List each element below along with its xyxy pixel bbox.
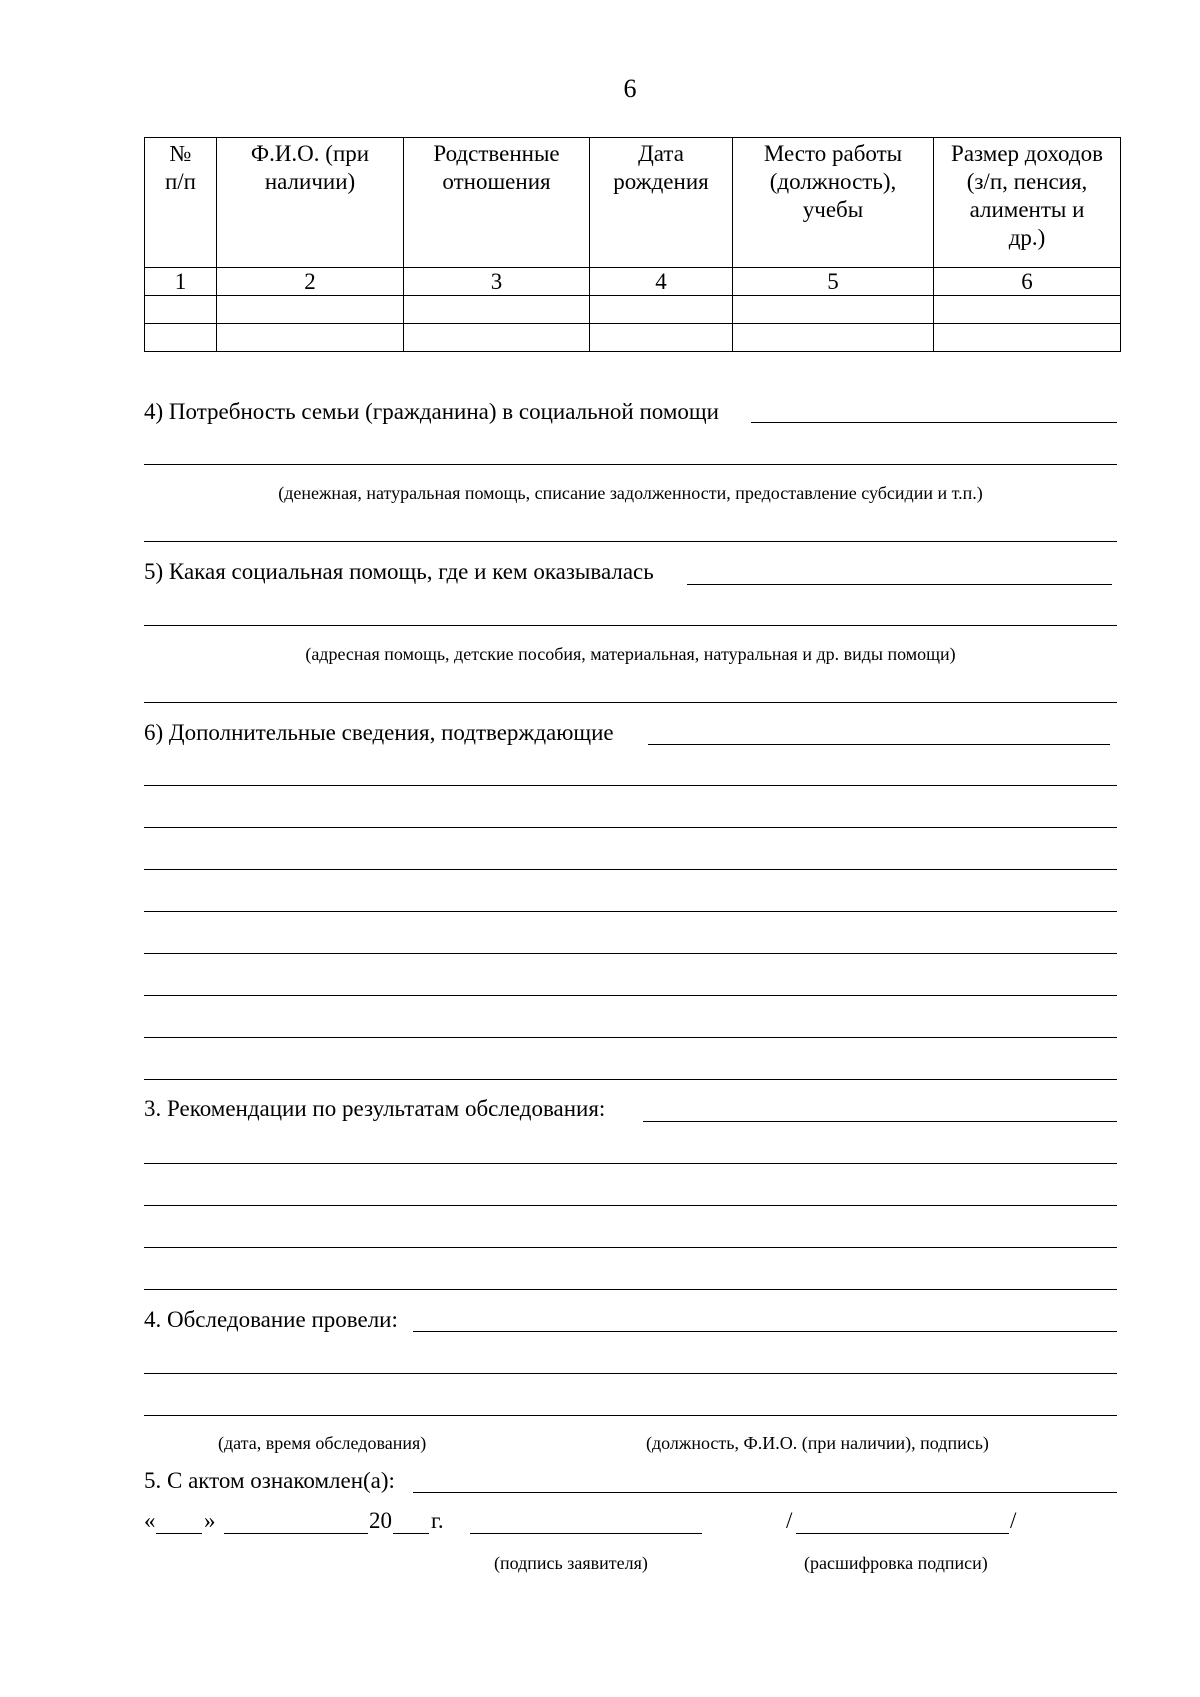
assistance-need-label: 4) Потребность семьи (гражданина) в социальной помощи [144, 399, 719, 424]
table-cell[interactable] [934, 296, 1121, 324]
table-column-numbers-row [145, 268, 1121, 296]
year-prefix: 20 [369, 1508, 392, 1533]
table-header-row [145, 138, 1121, 268]
recommendations-label: 3. Рекомендации по результатам обследования: [144, 1096, 606, 1121]
header-birth-date: Дата рождения [590, 138, 733, 268]
acquainted-field[interactable] [413, 1492, 1117, 1493]
assistance-provided-line[interactable] [144, 702, 1117, 703]
assistance-need-hint: (денежная, натуральная помощь, списание задолженности, предоставление субсидии и т.п.) [278, 483, 983, 503]
table-cell[interactable] [404, 296, 590, 324]
table-cell[interactable] [590, 296, 733, 324]
additional-info-line[interactable] [144, 827, 1117, 828]
table-cell[interactable] [217, 324, 404, 352]
signature-decoding-hint: (расшифровка подписи) [804, 1553, 988, 1573]
table-row [145, 296, 1121, 324]
header-relation: Родственные отношения [404, 138, 590, 268]
table-cell[interactable] [145, 324, 217, 352]
assistance-need-line[interactable] [144, 541, 1117, 542]
additional-info-line[interactable] [144, 953, 1117, 954]
recommendations-line[interactable] [144, 1163, 1117, 1164]
additional-info-line[interactable] [144, 1037, 1117, 1038]
conducted-by-field[interactable] [413, 1331, 1117, 1332]
column-number: 3 [404, 268, 590, 296]
recommendations-line[interactable] [144, 1205, 1117, 1206]
additional-info-line[interactable] [144, 995, 1117, 996]
table-cell[interactable] [934, 324, 1121, 352]
additional-info-label: 6) Дополнительные сведения, подтверждающие [144, 720, 614, 745]
year-suffix: г. [431, 1508, 444, 1533]
table-cell[interactable] [733, 296, 934, 324]
conducted-by-line[interactable] [144, 1415, 1117, 1416]
additional-info-line[interactable] [144, 1079, 1117, 1080]
year-field[interactable] [393, 1533, 429, 1534]
day-field[interactable] [156, 1533, 202, 1534]
recommendations-field[interactable] [643, 1121, 1117, 1122]
family-members-table [144, 137, 1121, 352]
date-close-quote: » [204, 1508, 216, 1533]
recommendations-line[interactable] [144, 1247, 1117, 1248]
column-number: 2 [217, 268, 404, 296]
header-income: Размер доходов (з/п, пенсия, алименты и др.) [934, 138, 1121, 268]
applicant-signature-hint: (подпись заявителя) [494, 1553, 648, 1573]
table-cell[interactable] [145, 296, 217, 324]
column-number: 4 [590, 268, 733, 296]
column-number: 6 [934, 268, 1121, 296]
assistance-provided-line[interactable] [144, 625, 1117, 626]
applicant-signature-field[interactable] [470, 1533, 702, 1534]
assistance-need-line[interactable] [144, 464, 1117, 465]
additional-info-line[interactable] [144, 785, 1117, 786]
header-full-name: Ф.И.О. (при наличии) [217, 138, 404, 268]
table-cell[interactable] [590, 324, 733, 352]
table-cell[interactable] [404, 324, 590, 352]
header-number: № п/п [145, 138, 217, 268]
assistance-provided-field[interactable] [687, 584, 1112, 585]
additional-info-line[interactable] [144, 869, 1117, 870]
month-field[interactable] [224, 1533, 368, 1534]
assistance-provided-hint: (адресная помощь, детские пособия, материальная, натуральная и др. виды помощи) [305, 644, 956, 664]
conducted-by-line[interactable] [144, 1373, 1117, 1374]
column-number: 1 [145, 268, 217, 296]
additional-info-line[interactable] [144, 911, 1117, 912]
date-open-quote: « [144, 1508, 156, 1533]
inspector-details-hint: (должность, Ф.И.О. (при наличии), подпись) [646, 1433, 989, 1453]
page-number: 6 [623, 74, 637, 103]
acquainted-label: 5. С актом ознакомлен(а): [144, 1468, 395, 1493]
survey-datetime-hint: (дата, время обследования) [218, 1433, 427, 1453]
conducted-by-label: 4. Обследование провели: [144, 1307, 398, 1332]
signature-decoding-field[interactable] [796, 1533, 1009, 1534]
table-row [145, 324, 1121, 352]
assistance-provided-label: 5) Какая социальная помощь, где и кем оказывалась [144, 559, 654, 584]
assistance-need-field[interactable] [751, 422, 1117, 423]
column-number: 5 [733, 268, 934, 296]
additional-info-field[interactable] [648, 744, 1110, 745]
table-cell[interactable] [217, 296, 404, 324]
table-cell[interactable] [733, 324, 934, 352]
slash-right: / [1010, 1508, 1017, 1533]
recommendations-line[interactable] [144, 1289, 1117, 1290]
slash-left: / [786, 1508, 793, 1533]
header-workplace: Место работы (должность), учебы [733, 138, 934, 268]
